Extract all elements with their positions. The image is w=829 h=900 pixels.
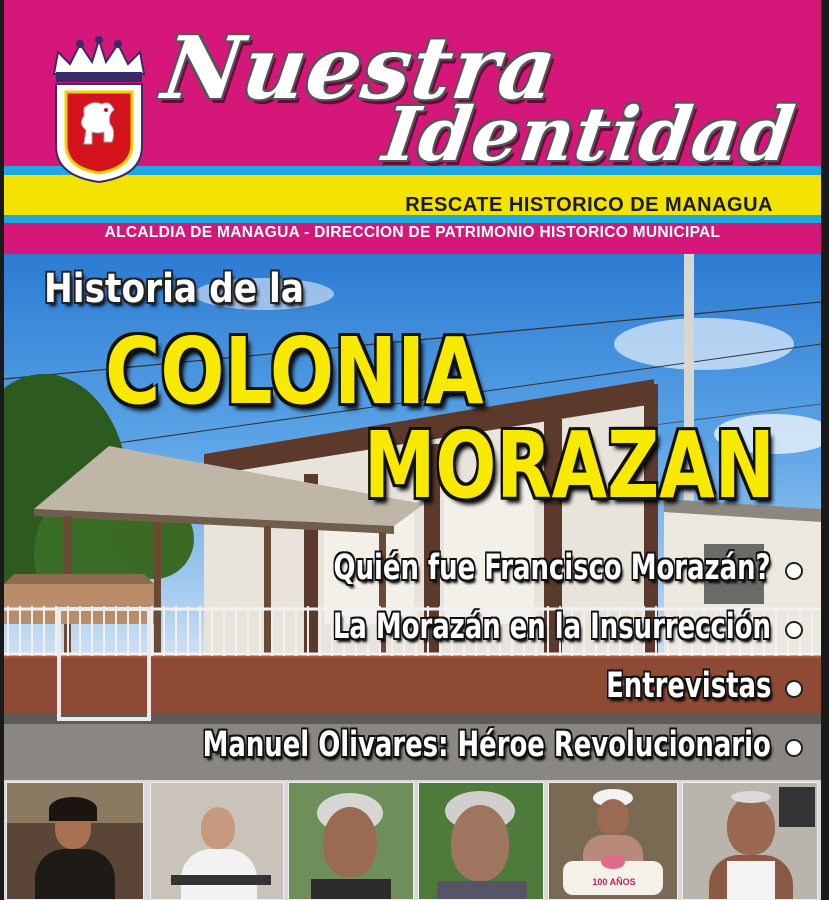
magazine-title-line-1: Nuestra: [156, 18, 564, 119]
interviewee-photo: [6, 782, 144, 900]
heading-colonia: COLONIA: [105, 318, 484, 425]
topic-item: La Morazán en la Insurrección: [332, 607, 771, 647]
cake-text: 100 AÑOS: [592, 877, 636, 887]
heading-small: Historia de la: [44, 266, 305, 312]
interviewee-photo: [682, 782, 818, 900]
organization-line: ALCALDIA DE MANAGUA - DIRECCION DE PATRIMONIO HISTORICO MUNICIPAL: [104, 224, 721, 241]
interviewee-photo: [150, 782, 284, 900]
magazine-subtitle: RESCATE HISTORICO DE MANAGUA: [405, 194, 773, 216]
interviewee-photo: [548, 782, 678, 900]
interviewee-photo: [288, 782, 414, 900]
bullet-icon: [787, 623, 801, 637]
topic-item: Manuel Olivares: Héroe Revolucionario: [202, 725, 771, 765]
interview-photo-strip: [4, 780, 821, 900]
magazine-title-line-2: Identidad: [377, 92, 801, 178]
interviewee-photo: [418, 782, 544, 900]
bullet-icon: [787, 741, 801, 755]
topic-item: Entrevistas: [605, 666, 771, 706]
heading-morazan: MORAZAN: [364, 412, 775, 519]
bullet-icon: [787, 682, 801, 696]
topic-item: Quién fue Francisco Morazán?: [333, 548, 771, 588]
masthead: [4, 0, 821, 254]
bullet-icon: [787, 564, 801, 578]
managua-crest-icon: [44, 34, 154, 184]
